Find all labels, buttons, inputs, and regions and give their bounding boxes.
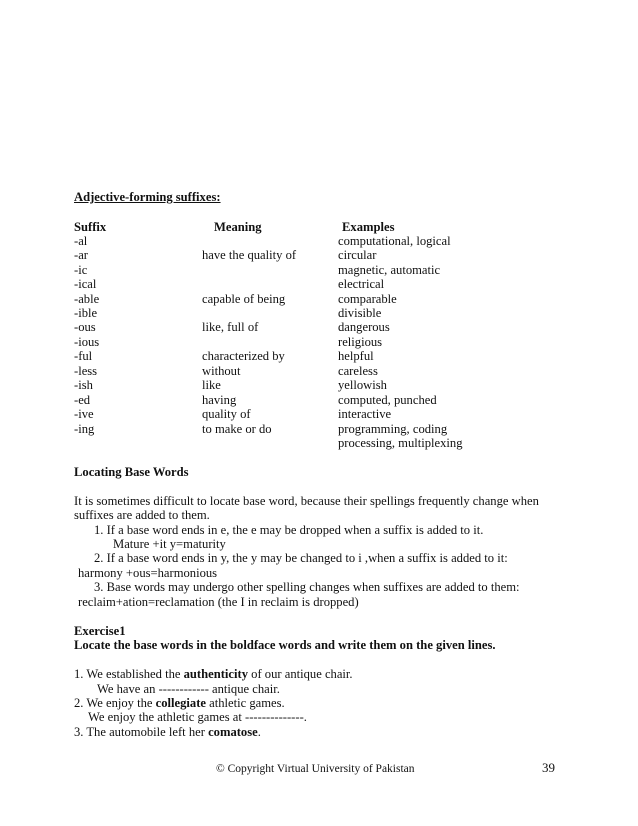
header-meaning: Meaning xyxy=(214,220,262,234)
item-text: . xyxy=(257,725,261,739)
example-cell: interactive xyxy=(338,407,392,421)
suffix-cell: -less xyxy=(74,364,98,378)
item-text: 2. We enjoy the xyxy=(74,696,156,710)
example-cell: magnetic, automatic xyxy=(338,263,441,277)
item-text: 1. We established the xyxy=(74,667,184,681)
item-bold-word: authenticity xyxy=(183,667,248,681)
example-cell: divisible xyxy=(338,306,382,320)
suffix-cell: -ous xyxy=(74,320,96,334)
rule-3-example: reclaim+ation=reclamation (the I in reclaim is dropped) xyxy=(78,595,359,609)
exercise-item-1 xyxy=(74,667,353,681)
item-text: 3. The automobile left her xyxy=(74,725,209,739)
suffix-cell: -ical xyxy=(74,277,97,291)
example-cell: electrical xyxy=(338,277,385,291)
intro-line-2: suffixes are added to them. xyxy=(74,508,210,522)
example-cell: yellowish xyxy=(338,378,387,392)
suffix-cell: -al xyxy=(74,234,88,248)
meaning-cell: capable of being xyxy=(202,292,286,306)
meaning-cell: having xyxy=(202,393,237,407)
example-cell: religious xyxy=(338,335,383,349)
suffix-cell: -ive xyxy=(74,407,94,421)
suffix-cell: -ing xyxy=(74,422,95,436)
section-title: Adjective-forming suffixes: xyxy=(74,190,221,204)
exercise-item-1-answer xyxy=(97,682,280,696)
suffix-cell: -ed xyxy=(74,393,91,407)
meaning-cell: to make or do xyxy=(202,422,272,436)
item-bold-word: comatose xyxy=(208,725,258,739)
footer-copyright: © Copyright Virtual University of Pakistan xyxy=(216,763,415,775)
example-cell: comparable xyxy=(338,292,397,306)
rule-1-example: Mature +it y=maturity xyxy=(113,537,226,551)
header-suffix: Suffix xyxy=(74,220,107,234)
item-bold-word: collegiate xyxy=(155,696,207,710)
exercise-instruction: Locate the base words in the boldface words and write them on the given lines. xyxy=(74,638,496,652)
example-cell: helpful xyxy=(338,349,374,363)
exercise-item-2 xyxy=(74,696,285,710)
intro-line-1: It is sometimes difficult to locate base word, because their spellings frequently change when xyxy=(74,494,539,508)
item-text: of our antique chair. xyxy=(248,667,353,681)
rule-2: 2. If a base word ends in y, the y may be changed to i ,when a suffix is added to it: xyxy=(94,551,508,565)
example-cell: circular xyxy=(338,248,377,262)
suffix-cell: -ic xyxy=(74,263,88,277)
page-number: 39 xyxy=(542,760,555,775)
suffix-cell: -ible xyxy=(74,306,98,320)
meaning-cell: like xyxy=(202,378,221,392)
example-cell: processing, multiplexing xyxy=(338,436,463,450)
example-cell: computational, logical xyxy=(338,234,451,248)
rule-3: 3. Base words may undergo other spelling changes when suffixes are added to them: xyxy=(94,580,520,594)
suffix-cell: -ish xyxy=(74,378,93,392)
example-cell: careless xyxy=(338,364,378,378)
item-text: athletic games. xyxy=(206,696,285,710)
meaning-cell: like, full of xyxy=(202,320,259,334)
suffix-cell: -ar xyxy=(74,248,88,262)
meaning-cell: without xyxy=(202,364,241,378)
exercise-item-3 xyxy=(74,725,261,739)
example-cell: programming, coding xyxy=(338,422,448,436)
example-cell: computed, punched xyxy=(338,393,437,407)
suffix-cell: -ious xyxy=(74,335,100,349)
locating-title: Locating Base Words xyxy=(74,465,189,479)
header-examples: Examples xyxy=(342,220,395,234)
example-cell: dangerous xyxy=(338,320,390,334)
rule-1: 1. If a base word ends in e, the e may be dropped when a suffix is added to it. xyxy=(94,523,484,537)
suffix-cell: -able xyxy=(74,292,100,306)
rule-2-example: harmony +ous=harmonious xyxy=(78,566,218,580)
item-text: We have an ------------ antique chair. xyxy=(97,682,280,696)
exercise-item-2-answer xyxy=(88,710,307,724)
suffix-cell: -ful xyxy=(74,349,93,363)
meaning-cell: have the quality of xyxy=(202,248,297,262)
meaning-cell: quality of xyxy=(202,407,251,421)
exercise-title: Exercise1 xyxy=(74,624,126,638)
item-text: We enjoy the athletic games at --------------. xyxy=(88,710,307,724)
meaning-cell: characterized by xyxy=(202,349,285,363)
